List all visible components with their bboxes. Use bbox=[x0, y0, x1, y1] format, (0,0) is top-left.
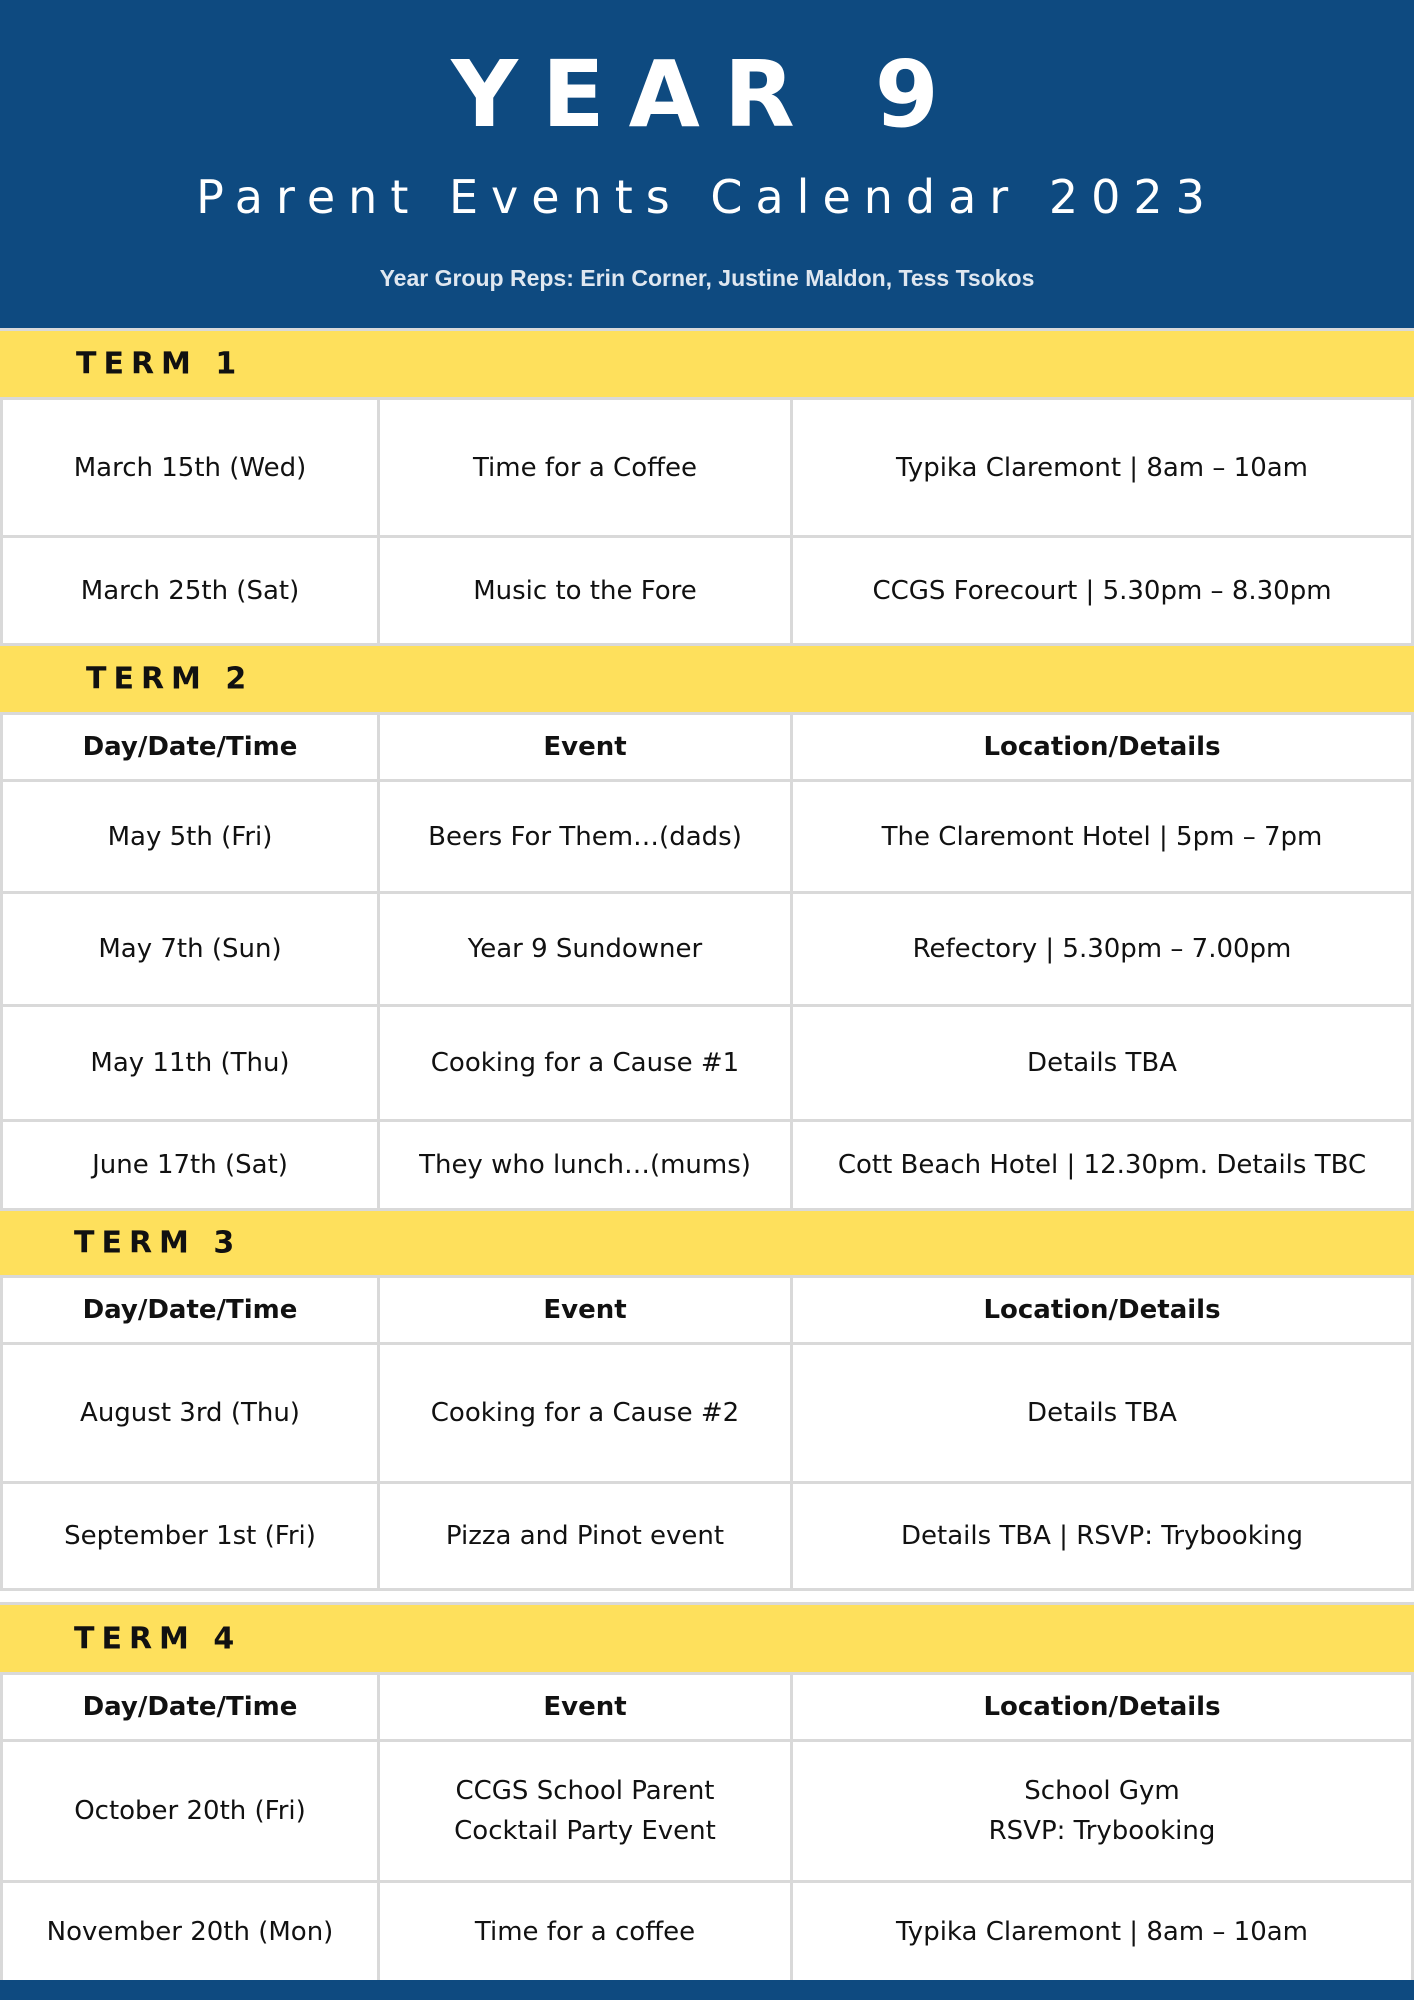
page-title: YEAR 9 bbox=[451, 41, 963, 148]
term-label: TERM 3 bbox=[74, 1225, 242, 1261]
column-header-location: Location/Details bbox=[790, 1672, 1414, 1742]
table-row bbox=[0, 1342, 1414, 1484]
table-row bbox=[0, 1004, 1414, 1122]
column-header-date: Day/Date/Time bbox=[0, 1672, 380, 1742]
date-cell: June 17th (Sat) bbox=[0, 1119, 380, 1211]
term-1-header bbox=[0, 328, 1414, 400]
date-cell: May 5th (Fri) bbox=[0, 779, 380, 894]
location-cell: The Claremont Hotel | 5pm – 7pm bbox=[790, 779, 1414, 894]
location-cell: Details TBA | RSVP: Trybooking bbox=[790, 1481, 1414, 1591]
location-cell: CCGS Forecourt | 5.30pm – 8.30pm bbox=[790, 535, 1414, 646]
event-cell: Beers For Them…(dads) bbox=[377, 779, 793, 894]
table-row bbox=[0, 1880, 1414, 1983]
table-row bbox=[0, 1739, 1414, 1883]
term-label: TERM 1 bbox=[76, 346, 244, 382]
table-row bbox=[0, 535, 1414, 646]
date-cell: March 15th (Wed) bbox=[0, 397, 380, 538]
column-header-location: Location/Details bbox=[790, 1275, 1414, 1345]
term-4-header bbox=[0, 1602, 1414, 1675]
column-header-event: Event bbox=[377, 712, 793, 782]
event-cell: They who lunch…(mums) bbox=[377, 1119, 793, 1211]
location-cell: Typika Claremont | 8am – 10am bbox=[790, 397, 1414, 538]
column-header-date: Day/Date/Time bbox=[0, 1275, 380, 1345]
location-cell: Typika Claremont | 8am – 10am bbox=[790, 1880, 1414, 1983]
year-group-reps: Year Group Reps: Erin Corner, Justine Maldon, Tess Tsokos bbox=[379, 265, 1035, 291]
date-cell: August 3rd (Thu) bbox=[0, 1342, 380, 1484]
date-cell: May 11th (Thu) bbox=[0, 1004, 380, 1122]
date-cell: March 25th (Sat) bbox=[0, 535, 380, 646]
date-cell: November 20th (Mon) bbox=[0, 1880, 380, 1983]
page-subtitle: Parent Events Calendar 2023 bbox=[196, 170, 1218, 224]
location-cell: Details TBA bbox=[790, 1342, 1414, 1484]
column-header-event: Event bbox=[377, 1275, 793, 1345]
column-header-event: Event bbox=[377, 1672, 793, 1742]
header-banner bbox=[0, 0, 1414, 328]
term-2-header bbox=[0, 643, 1414, 715]
column-header-date: Day/Date/Time bbox=[0, 712, 380, 782]
event-cell: Cooking for a Cause #1 bbox=[377, 1004, 793, 1122]
event-cell: Year 9 Sundowner bbox=[377, 891, 793, 1007]
location-cell: Refectory | 5.30pm – 7.00pm bbox=[790, 891, 1414, 1007]
table-row bbox=[0, 779, 1414, 894]
event-cell: Pizza and Pinot event bbox=[377, 1481, 793, 1591]
table-row bbox=[0, 1481, 1414, 1591]
term-3-header bbox=[0, 1208, 1414, 1278]
term-label: TERM 4 bbox=[74, 1621, 242, 1656]
term-label: TERM 2 bbox=[86, 661, 254, 697]
column-header-location: Location/Details bbox=[790, 712, 1414, 782]
table-row bbox=[0, 1119, 1414, 1211]
column-header-row bbox=[0, 1672, 1414, 1742]
event-cell: CCGS School Parent Cocktail Party Event bbox=[377, 1739, 793, 1883]
column-header-row bbox=[0, 1275, 1414, 1345]
table-row bbox=[0, 397, 1414, 538]
event-cell: Time for a Coffee bbox=[377, 397, 793, 538]
date-cell: September 1st (Fri) bbox=[0, 1481, 380, 1591]
column-header-row bbox=[0, 712, 1414, 782]
event-cell: Music to the Fore bbox=[377, 535, 793, 646]
footer-bar bbox=[0, 1980, 1414, 2000]
location-cell: School Gym RSVP: Trybooking bbox=[790, 1739, 1414, 1883]
date-cell: October 20th (Fri) bbox=[0, 1739, 380, 1883]
date-cell: May 7th (Sun) bbox=[0, 891, 380, 1007]
table-row bbox=[0, 891, 1414, 1007]
location-cell: Cott Beach Hotel | 12.30pm. Details TBC bbox=[790, 1119, 1414, 1211]
event-cell: Time for a coffee bbox=[377, 1880, 793, 1983]
location-cell: Details TBA bbox=[790, 1004, 1414, 1122]
event-cell: Cooking for a Cause #2 bbox=[377, 1342, 793, 1484]
